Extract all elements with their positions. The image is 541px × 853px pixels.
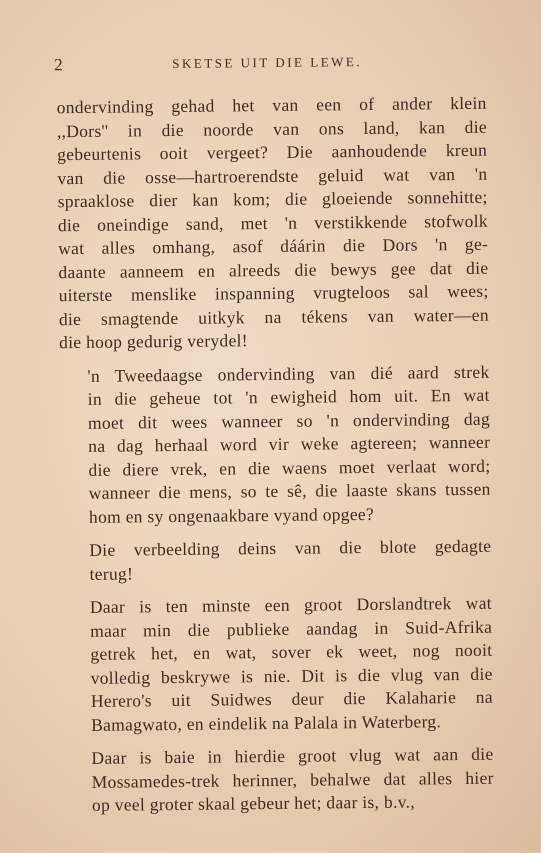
text-line: hom en sy ongenaakbare vyand opgee? (88, 503, 375, 527)
paragraph (63, 743, 494, 818)
text-line: Mossamedes-trek herinner, behalwe dat alles hier (91, 767, 494, 792)
text-line: in die geheue tot 'n ewigheid hom uit. En wat (87, 384, 490, 409)
text-line: wanneer die mens, so te sê, die laaste skans tussen (88, 478, 491, 503)
text-line: Die verbeelding deins van die blote gedagte (89, 535, 492, 560)
text-line: die oneindige sand, met 'n verstikkende stofwolk (57, 210, 488, 235)
text-line: 'n Tweedaagse ondervinding van dié aard strek (87, 361, 490, 386)
running-head: SKETSE UIT DIE LEWE. (172, 54, 363, 72)
text-line: die smagtende uitkyk na tékens van water—en (58, 304, 489, 329)
text-line: die hoop gedurig verydel! (59, 330, 248, 353)
text-line: volledig beskrywe is nie. Dit is die vlug van die (90, 663, 493, 688)
page-header (54, 51, 474, 79)
text-line: Daar is ten minste een groot Dorslandtrek wat (89, 592, 492, 617)
paragraph (62, 592, 493, 737)
text-line: Herero's uit Suidwes deur die Kalaharie na (90, 686, 493, 711)
text-line: moet dit wees wanneer so 'n ondervinding dag (87, 408, 491, 433)
text-line: spraaklose dier kan kom; die gloeiende sonnehitte; (57, 186, 488, 212)
text-line: van die osse—hartroerendste geluid wat van 'n (57, 163, 488, 188)
text-line: gebeurtenis ooit vergeet? Die aanhoudende kreun (57, 139, 488, 165)
text-line: ,,Dors'' in die noorde van ons land, kan die (56, 116, 487, 141)
text-line: uiterste menslike inspanning vrugteloos sal wees; (58, 280, 489, 306)
text-line: na dag herhaal word vir weke agtereen; wanneer (88, 431, 491, 456)
page-number: 2 (54, 55, 63, 75)
paragraph (57, 92, 490, 355)
paragraph (61, 535, 491, 587)
text-line: Daar is baie in hierdie groot vlug wat aan die (91, 743, 494, 768)
text-line: op veel groter skaal gebeur het; daar is, b.v., (91, 791, 416, 815)
text-line: terug! (89, 562, 134, 584)
body-text (57, 92, 495, 828)
text-line: ondervinding gehad het van een of ander klein (56, 92, 487, 118)
text-line: getrek het, en wat, sover ek weet, nog nooit (90, 639, 493, 664)
text-line: maar min die publieke aandag in Suid-Afrika (90, 616, 493, 641)
text-line: Bamagwato, en eindelik na Palala in Waterberg. (91, 710, 442, 735)
text-line: wat alles omhang, asof dáárin die Dors 'n ge- (58, 233, 489, 259)
paragraph (59, 360, 491, 529)
text-line: die diere vrek, en die waens moet verlaat word; (88, 455, 491, 480)
text-line: daante aanneem en alreeds die bewys gee dat die (58, 257, 489, 282)
